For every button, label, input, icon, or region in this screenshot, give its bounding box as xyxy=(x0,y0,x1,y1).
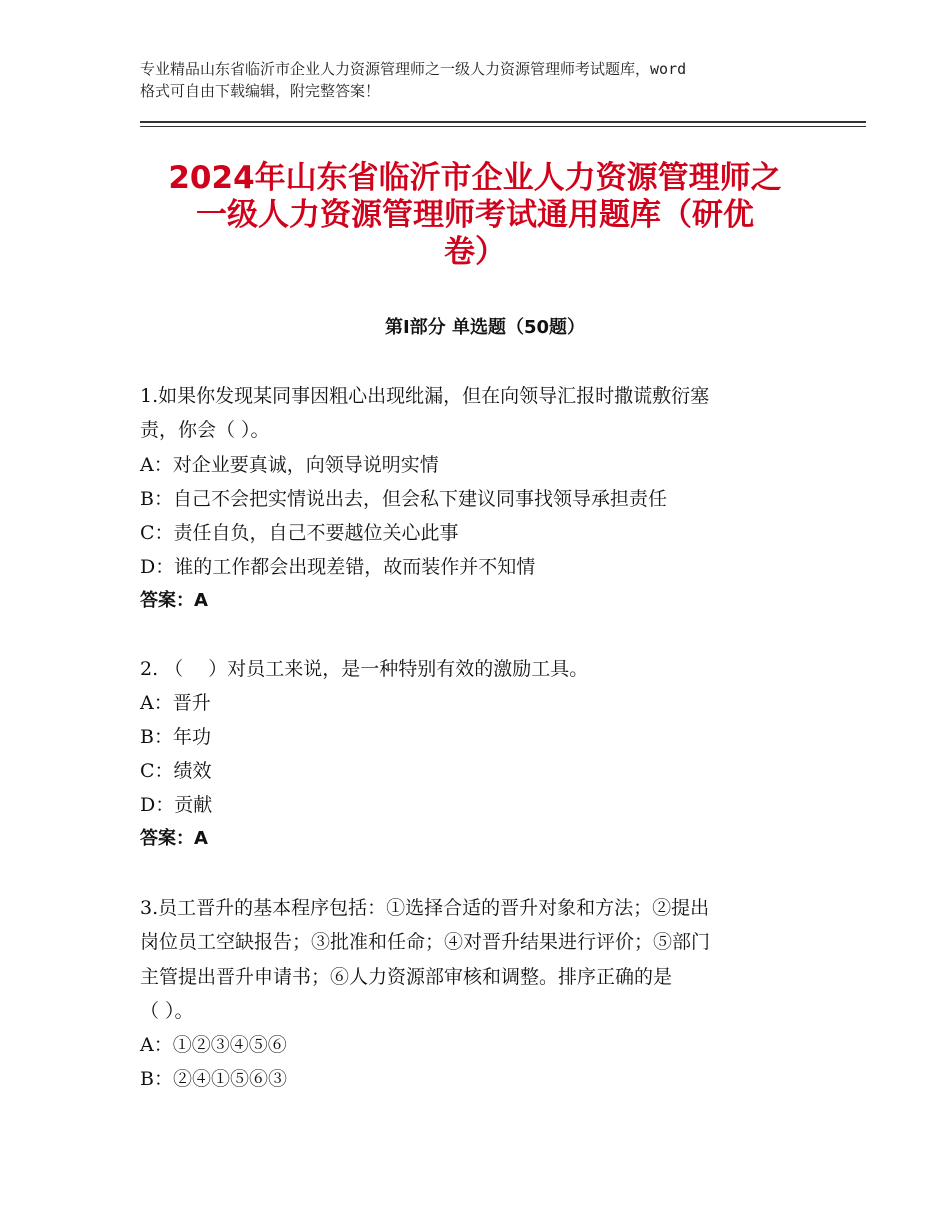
question-3 xyxy=(140,891,830,1096)
option-a: A：对企业要真诚，向领导说明实情 xyxy=(140,453,439,476)
option-d: D：谁的工作都会出现差错，故而装作并不知情 xyxy=(140,555,536,578)
header-note-line: 格式可自由下载编辑，附完整答案！ xyxy=(140,82,381,100)
question-2 xyxy=(140,652,830,856)
question-stem-line: 3.员工晋升的基本程序包括：①选择合适的晋升对象和方法；②提出 xyxy=(140,897,710,919)
option-c: C：绩效 xyxy=(140,760,212,783)
document-title xyxy=(120,160,830,271)
option-b: B：②④①⑤⑥③ xyxy=(140,1068,287,1091)
question-stem-line: 责，你会（ ）。 xyxy=(140,419,270,442)
option-b: B：年功 xyxy=(140,726,211,749)
title-line: 2024年山东省临沂市企业人力资源管理师之 xyxy=(168,160,782,196)
header-divider-thin xyxy=(140,126,866,127)
header-note xyxy=(140,58,830,102)
option-b: B：自己不会把实情说出去，但会私下建议同事找领导承担责任 xyxy=(140,487,667,510)
question-stem-line: 岗位员工空缺报告；③批准和任命；④对晋升结果进行评价；⑤部门 xyxy=(140,931,711,954)
header-divider-thick xyxy=(140,121,866,123)
option-a: A：晋升 xyxy=(140,692,211,715)
option-a: A：①②③④⑤⑥ xyxy=(140,1034,287,1057)
section-title: 第Ⅰ部分 单选题（50题） xyxy=(384,317,585,338)
question-stem-line: 1.如果你发现某同事因粗心出现纰漏，但在向领导汇报时撒谎敷衍塞 xyxy=(140,385,710,407)
question-stem-line: 2. （ ）对员工来说，是一种特别有效的激励工具。 xyxy=(140,658,589,680)
option-d: D：贡献 xyxy=(140,794,213,817)
question-1 xyxy=(140,379,830,618)
option-c: C：责任自负，自己不要越位关心此事 xyxy=(140,521,459,544)
answer: 答案：A xyxy=(140,828,208,850)
question-stem-line: （ ）。 xyxy=(140,999,194,1022)
header-note-line: 专业精品山东省临沂市企业人力资源管理师之一级人力资源管理师考试题库，word xyxy=(140,60,687,78)
title-line: 卷） xyxy=(444,234,506,270)
answer: 答案：A xyxy=(140,589,208,611)
title-line: 一级人力资源管理师考试通用题库（研优 xyxy=(196,197,754,233)
question-stem-line: 主管提出晋升申请书；⑥人力资源部审核和调整。排序正确的是 xyxy=(140,965,673,988)
